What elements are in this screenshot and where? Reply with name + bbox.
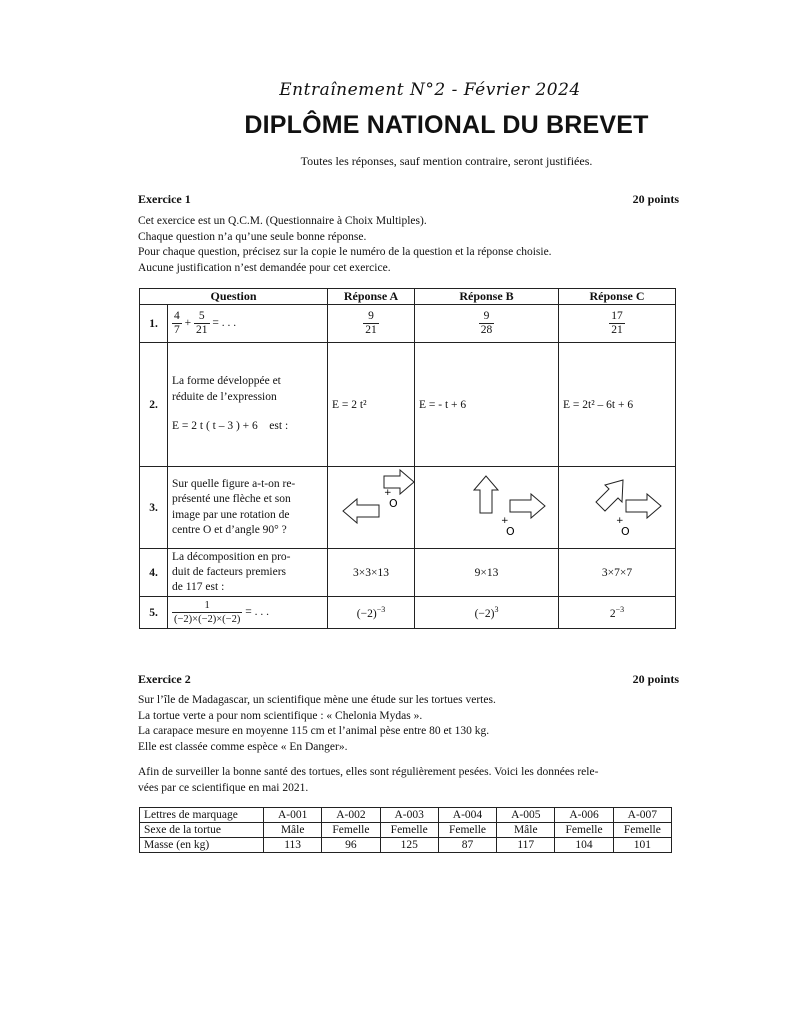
fraction: $\frac{4}{7}$ [174, 310, 180, 336]
table-cell: 117 [497, 838, 555, 853]
intro-line: La carapace mesure en moyenne 115 cm et l’animal pèse entre 80 et 130 kg. [138, 725, 490, 738]
table-cell: 87 [438, 838, 496, 853]
table-cell: A-002 [322, 808, 380, 823]
table-cell: A-006 [555, 808, 613, 823]
table-cell: 96 [322, 838, 380, 853]
intro-line: Sur l’île de Madagascar, un scientifique mène une étude sur les tortues vertes. [138, 694, 496, 706]
table-cell: A-005 [497, 808, 555, 823]
mass-row [140, 838, 672, 853]
table-cell: 113 [264, 838, 322, 853]
answer-5b: $(-2)^3$ [415, 597, 559, 629]
question-number: 3. [140, 467, 168, 549]
sex-row [140, 823, 672, 838]
arrow-figure-b [415, 468, 559, 548]
answer-5c: $2^{-3}$ [559, 597, 676, 629]
table-cell: 104 [555, 838, 613, 853]
question-5: $\frac{1}{(-2)\times(-2)\times(-2)}$ = . . . [168, 597, 328, 629]
subtitle: Entraînement N°2 - Février 2024 [279, 80, 581, 100]
header-answer-b: Réponse B [415, 289, 559, 305]
qcm-table [139, 288, 676, 629]
exercise1-intro [138, 214, 683, 276]
row-label: Sexe de la tortue [140, 823, 264, 838]
qcm-row-2 [140, 343, 676, 467]
answer-1c: $\frac{17}{21}$ [559, 305, 676, 343]
table-cell: Femelle [555, 823, 613, 838]
svg-text:+: + [616, 515, 624, 526]
intro-line: Cet exercice est un Q.C.M. (Questionnaire à Choix Multiples). [138, 215, 427, 227]
question-4: La décomposition en pro- duit de facteurs premiers de 117 est : [168, 549, 328, 597]
table-cell: Femelle [613, 823, 671, 838]
marks-row [140, 808, 672, 823]
table-cell: A-001 [264, 808, 322, 823]
turtle-data-table [139, 807, 672, 853]
intro-line: Pour chaque question, précisez sur la copie le numéro de la question et la réponse choisie. [138, 246, 552, 259]
row-label: Masse (en kg) [140, 838, 264, 853]
arrow-figure-c [559, 468, 676, 548]
exercise2-intro2 [138, 765, 683, 796]
header-answer-a: Réponse A [328, 289, 415, 305]
row-label: Lettres de marquage [140, 808, 264, 823]
svg-text:O: O [389, 496, 398, 510]
qcm-row-3 [140, 467, 676, 549]
fraction: $\frac{1}{(-2)\times(-2)\times(-2)}$ [174, 600, 241, 625]
answer-3b-figure [415, 467, 559, 549]
answer-2c: E = 2t² – 6t + 6 [559, 343, 676, 467]
answer-2a: E = 2 t² [328, 343, 415, 467]
question-2: La forme développée et réduite de l’expression E = 2 t ( t – 3 ) + 6 est : [168, 343, 328, 467]
page-title: DIPLÔME NATIONAL DU BREVET [244, 111, 649, 139]
intro-line: Aucune justification n’est demandée pour cet exercice. [138, 261, 391, 274]
answer-4a: 3×3×13 [328, 549, 415, 597]
answer-5a: $(-2)^{-3}$ [328, 597, 415, 629]
header-question: Question [140, 289, 328, 305]
qcm-row-1 [140, 305, 676, 343]
svg-text:O: O [506, 524, 515, 538]
answer-4b: 9×13 [415, 549, 559, 597]
table-cell: Femelle [322, 823, 380, 838]
table-cell: Femelle [438, 823, 496, 838]
table-cell: A-003 [380, 808, 438, 823]
question-number: 1. [140, 305, 168, 343]
question-number: 2. [140, 343, 168, 467]
answer-2b: E = - t + 6 [415, 343, 559, 467]
svg-text:+: + [501, 515, 509, 526]
svg-text:+: + [384, 487, 392, 498]
qcm-header-row [140, 289, 676, 305]
exercise2-intro [138, 693, 683, 755]
svg-text:O: O [621, 524, 630, 538]
table-cell: Mâle [497, 823, 555, 838]
answer-1b: $\frac{9}{28}$ [415, 305, 559, 343]
table-cell: A-004 [438, 808, 496, 823]
table-cell: 101 [613, 838, 671, 853]
answer-3a-figure [328, 467, 415, 549]
exercise2-points: 20 points [632, 672, 679, 686]
table-cell: Femelle [380, 823, 438, 838]
exercise2-header [138, 672, 679, 687]
exercise1-header [138, 192, 679, 207]
question-number: 4. [140, 549, 168, 597]
header-answer-c: Réponse C [559, 289, 676, 305]
qcm-row-4 [140, 549, 676, 597]
question-number: 5. [140, 597, 168, 629]
intro-line: Elle est classée comme espèce « En Danger». [138, 740, 348, 753]
exercise2-label: Exercice 2 [138, 672, 191, 686]
qcm-row-5 [140, 597, 676, 629]
arrow-figure-a [328, 468, 415, 548]
question-3: Sur quelle figure a-t-on re- présenté une flèche et son image par une rotation de centre O et d’angle 90° ? [168, 467, 328, 549]
instructions-note: Toutes les réponses, sauf mention contraire, seront justifiées. [300, 154, 593, 168]
intro-line: vées par ce scientifique en mai 2021. [138, 781, 309, 794]
intro-line: Chaque question n’a qu’une seule bonne réponse. [138, 230, 367, 243]
intro-line: Afin de surveiller la bonne santé des tortues, elles sont régulièrement pesées. Voici les données rele- [138, 766, 599, 778]
answer-4c: 3×7×7 [559, 549, 676, 597]
table-cell: 125 [380, 838, 438, 853]
answer-1a: $\frac{9}{21}$ [328, 305, 415, 343]
table-cell: A-007 [613, 808, 671, 823]
fraction: $\frac{5}{21}$ [196, 310, 208, 336]
intro-line: La tortue verte a pour nom scientifique : « Chelonia Mydas ». [138, 709, 423, 722]
exercise1-label: Exercice 1 [138, 192, 191, 206]
table-cell: Mâle [264, 823, 322, 838]
answer-3c-figure [559, 467, 676, 549]
exercise1-points: 20 points [632, 192, 679, 206]
question-1: $\frac{4}{7}$ + $\frac{5}{21}$ = . . . [168, 305, 328, 343]
